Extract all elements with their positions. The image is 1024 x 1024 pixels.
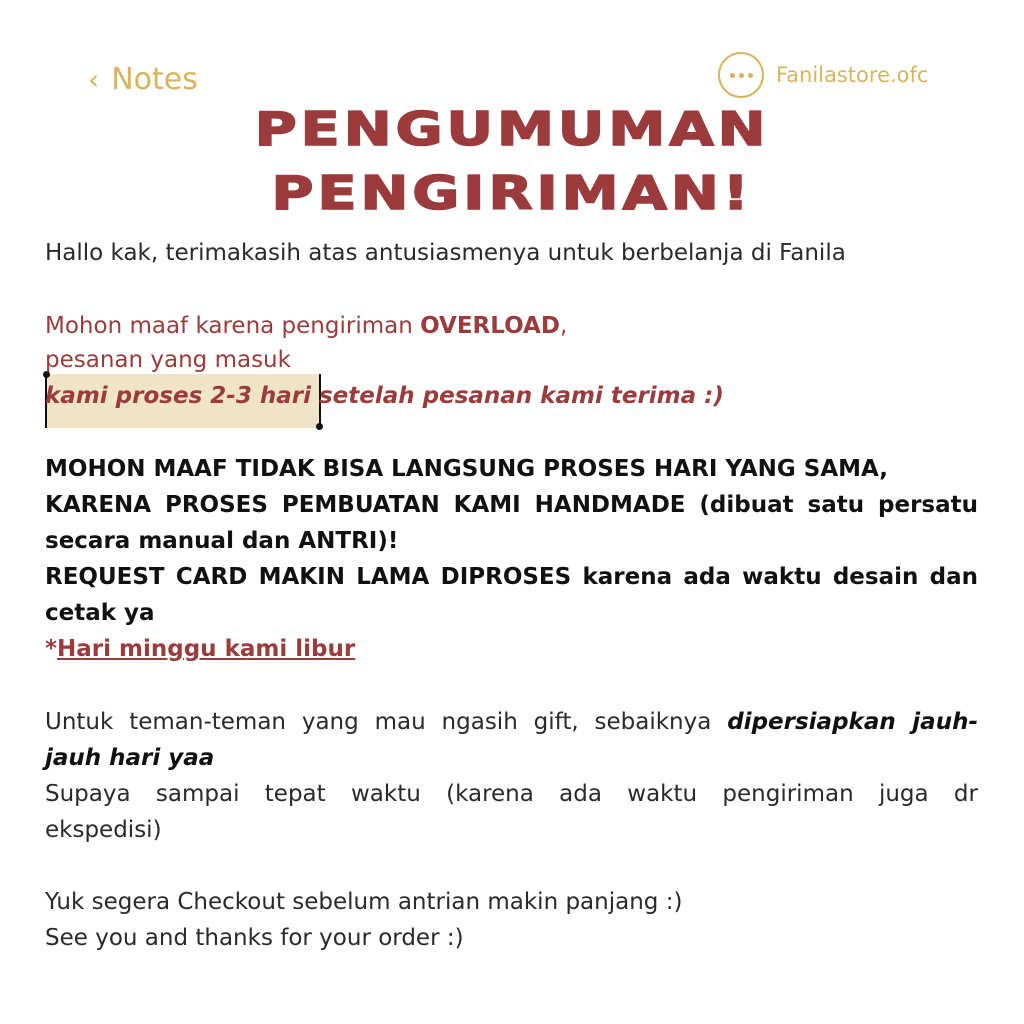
- overload-suffix: ,: [559, 313, 568, 339]
- back-button[interactable]: [88, 62, 198, 97]
- page-title-line2: PENGIRIMAN!: [271, 166, 753, 220]
- greeting-text: Hallo kak, terimakasih atas antusiasmenya untuk berbelanja di Fanila: [45, 240, 846, 266]
- process-rest: setelah pesanan kami terima :): [318, 383, 724, 409]
- gift-prefix: Untuk teman-teman yang mau ngasih gift, sebaiknya: [45, 709, 728, 735]
- more-options-button[interactable]: [718, 52, 928, 98]
- ontime-line-1: Supaya sampai tepat waktu (karena ada waktu pengiriman juga dr: [45, 781, 978, 807]
- account-name: Fanilastore.ofc: [776, 63, 929, 87]
- asterisk: *: [45, 636, 58, 662]
- overload-text: [45, 309, 567, 343]
- selection-knob-end[interactable]: [316, 423, 323, 430]
- caps-line-2: KARENA PROSES PEMBUATAN KAMI HANDMADE (dibuat satu persatu: [45, 492, 978, 518]
- caps-line-5: cetak ya: [45, 600, 155, 626]
- caps-line-4: REQUEST CARD MAKIN LAMA DIPROSES karena ada waktu desain dan: [45, 564, 978, 590]
- more-icon: [718, 52, 764, 98]
- checkout-text: Yuk segera Checkout sebelum antrian makin panjang :): [45, 889, 683, 915]
- gift-line-2: jauh hari yaa: [45, 745, 215, 771]
- gift-bold-1: dipersiapkan jauh-: [727, 709, 978, 735]
- process-text[interactable]: [45, 379, 724, 413]
- back-label: Notes: [111, 62, 198, 97]
- ontime-line-2: ekspedisi): [45, 817, 162, 843]
- overload-prefix: Mohon maaf karena pengiriman: [45, 313, 421, 339]
- sunday-note: [45, 632, 355, 666]
- selected-text: kami proses 2-3 hari: [45, 383, 319, 409]
- incoming-text: pesanan yang masuk: [45, 347, 291, 373]
- caps-line-1: MOHON MAAF TIDAK BISA LANGSUNG PROSES HARI YANG SAMA,: [45, 456, 888, 482]
- page-title-line1: PENGUMUMAN: [254, 102, 770, 156]
- chevron-left-icon: ‹: [88, 63, 100, 96]
- gift-line-1: [45, 705, 978, 739]
- overload-bold: OVERLOAD: [420, 313, 560, 339]
- thanks-text: See you and thanks for your order :): [45, 925, 464, 951]
- caps-line-3: secara manual dan ANTRI)!: [45, 528, 399, 554]
- sunday-text: Hari minggu kami libur: [57, 636, 356, 662]
